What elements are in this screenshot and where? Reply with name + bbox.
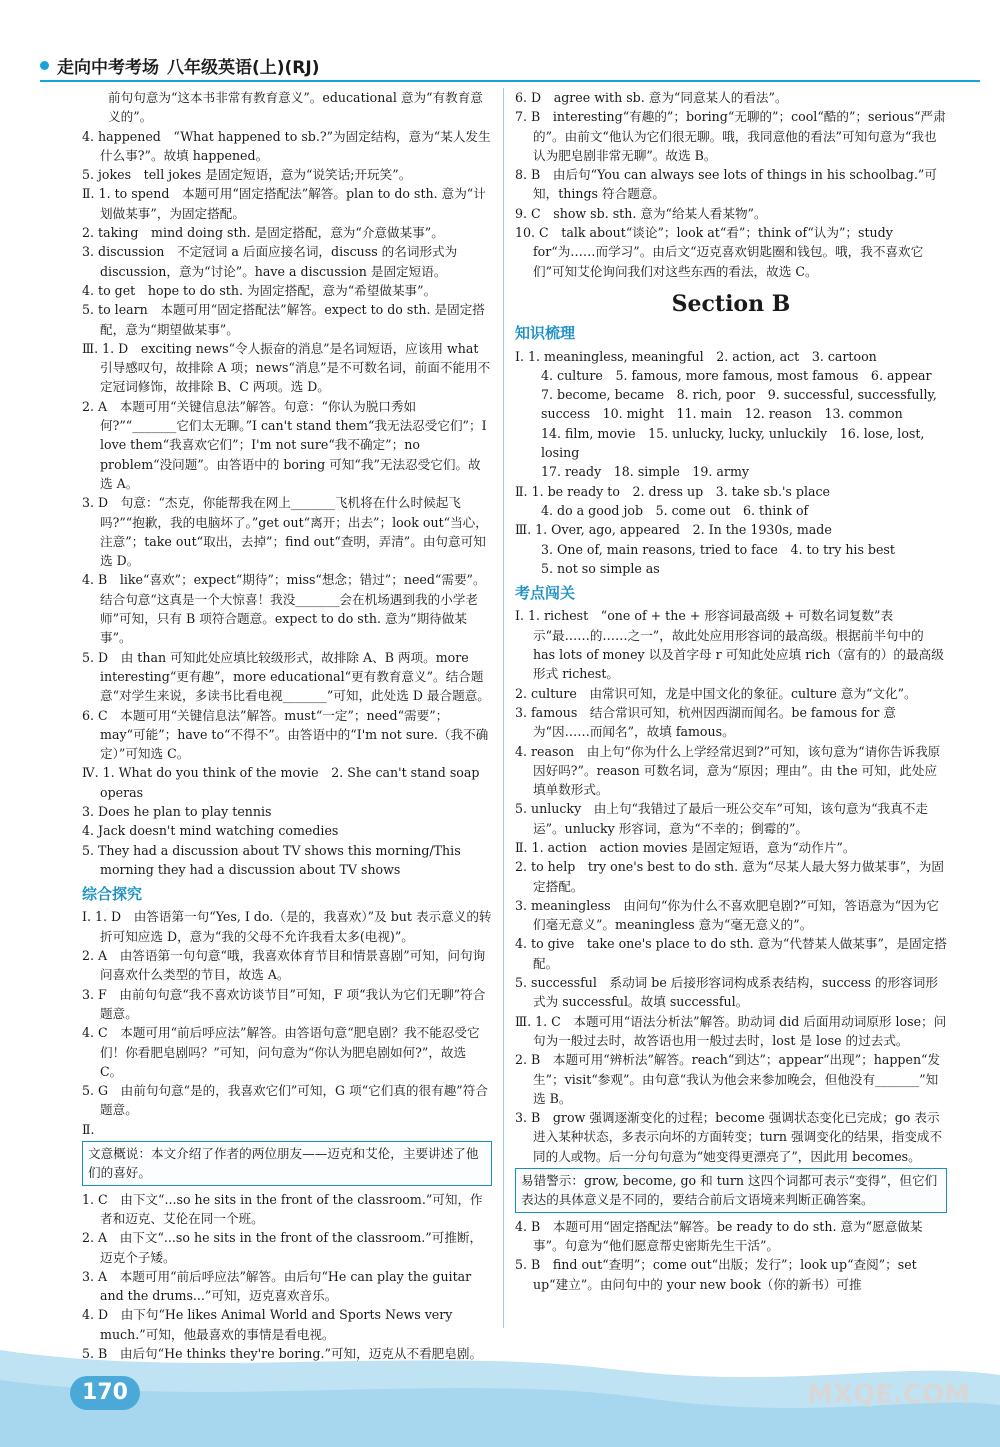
section-heading: 考点闯关: [515, 584, 576, 603]
column-divider: [503, 88, 504, 1328]
answer-line: 2. A 由答语第一句句意“哦，我喜欢体育节目和情景喜剧”可知，问句询问喜欢什么类型的节目，故选 A。: [82, 948, 486, 983]
answer-line: 17. ready 18. simple 19. army: [541, 464, 749, 480]
book-header: [40, 52, 320, 78]
answer-line: 3. D 句意：“杰克，你能帮我在网上_______飞机将在什么时候起飞吗?”“抱歉，我的电脑坏了。”get out“离开；出去”；look out“当心，注意”；take out“取出，去掉”；find out“查明，弄清”。由句意可知选 D。: [82, 495, 488, 569]
note-box: 文意概说：本文介绍了作者的两位朋友——迈克和艾伦，主要讲述了他们的喜好。: [82, 1141, 492, 1186]
answer-line: Ⅱ.: [82, 1121, 95, 1137]
answer-line: 1. C 由下文“...so he sits in the front of the classroom.”可知，作者和迈克、艾伦在同一个班。: [82, 1191, 483, 1226]
answer-line: 6. C 本题可用“关键信息法”解答。must“一定”；need“需要”；may“可能”；have to“不得不”。由答语中的“I'm not sure.（我不确定）”可知选 C。: [82, 707, 489, 762]
answer-line: 5. B 由后句“He thinks they're boring.”可知，迈克从不看肥皂剧。: [82, 1346, 483, 1361]
answer-line: 2. A 本题可用“关键信息法”解答。句意：“你认为脱口秀如何?”“_______它们太无聊。”I can't stand them“我无法忍受它们”；I love them“我喜欢它们”；I'm not sure“我不确定”；no problem“没问题”。由答语中的 boring 可知“我”无法忍受它们。故选 A。: [82, 398, 487, 491]
answer-line: 3. famous 结合常识可知，杭州因西湖而闻名。be famous for 意为“因……而闻名”，故填 famous。: [515, 704, 897, 740]
answer-line: 2. culture 由常识可知，龙是中国文化的象征。culture 意为“文化”。: [515, 685, 917, 701]
section-heading: 知识梳理: [515, 324, 576, 343]
answer-line: 9. C show sb. sth. 意为“给某人看某物”。: [515, 205, 767, 221]
answer-line: Ⅱ. 1. action action movies 是固定短语，意为“动作片”。: [515, 839, 856, 855]
answer-line: 3. F 由前句句意“我不喜欢访谈节目”可知，F 项“我认为它们无聊”符合题意。: [82, 986, 486, 1021]
answer-line: 7. B interesting“有趣的”；boring“无聊的”；cool“酷的”；serious“严肃的”。由前文“他认为它们很无聊。哦，我同意他的看法”可知句意为“我也认为肥皂剧非常无聊”。故选 B。: [515, 109, 946, 163]
answer-line: Ⅲ. 1. Over, ago, appeared 2. In the 1930s, made: [515, 522, 832, 538]
answer-line: 3. Does he plan to play tennis: [82, 803, 272, 819]
answer-line: 4. culture 5. famous, more famous, most famous 6. appear: [541, 367, 932, 383]
answer-line: 3. meaningless 由问句“你为什么不喜欢肥皂剧?”可知，答语意为“因为它们毫无意义”。meaningless 意为“毫无意义的”。: [515, 897, 939, 933]
answer-line: 5. They had a discussion about TV shows this morning/This morning they had a discussion about TV shows: [82, 842, 461, 877]
answer-line: Ⅰ. 1. D 由答语第一句“Yes, I do.（是的，我喜欢）”及 but 表示意义的转折可知应选 D，意为“我的父母不允许我看太多(电视)”。: [82, 909, 492, 944]
answer-line: 5. jokes tell jokes 是固定短语，意为“说笑话;开玩笑”。: [82, 167, 412, 183]
answer-line: Ⅱ. 1. be ready to 2. dress up 3. take sb.'s place: [515, 483, 830, 499]
answer-line: Ⅱ. 1. to spend 本题可用“固定搭配法”解答。plan to do sth. 意为“计划做某事”，为固定搭配。: [82, 186, 486, 221]
answer-line: 4. to get hope to do sth. 为固定搭配，意为“希望做某事”。: [82, 282, 437, 298]
answer-line: Ⅳ. 1. What do you think of the movie 2. She can't stand soap operas: [82, 765, 480, 800]
bullet-dot-icon: [40, 61, 49, 70]
answer-line: 4. C 本题可用“前后呼应法”解答。由答语句意“肥皂剧？我不能忍受它们！你看肥皂剧吗？”可知，问句意为“你认为肥皂剧如何?”，故选 C。: [82, 1025, 480, 1079]
answer-line: 6. D agree with sb. 意为“同意某人的看法”。: [515, 90, 788, 105]
answer-line: 5. to learn 本题可用“固定搭配法”解答。expect to do sth. 是固定搭配，意为“期望做某事”。: [82, 302, 485, 337]
answer-line: Ⅰ. 1. richest “one of + the + 形容词最高级 + 可数名词复数”表示“最……的……之一”，故此处应用形容词的最高级。根据前半句中的 has lots of money 以及首字母 r 可知此处应填 rich（富有的）的最高级形式 richest。: [515, 608, 944, 682]
answer-line: 2. to help try one's best to do sth. 意为“尽某人最大努力做某事”，为固定搭配。: [515, 859, 944, 894]
answer-line: 5. successful 系动词 be 后接形容词构成系表结构，success 的形容词形式为 successful。故填 successful。: [515, 975, 938, 1010]
answer-line: 4. B like“喜欢”；expect“期待”；miss“想念；错过”；need“需要”。结合句意“这真是一个大惊喜！我没_______会在机场遇到我的小学老师”可知，只有 B 项符合题意。expect to do sth. 意为“期待做某事”。: [82, 572, 486, 646]
answer-line: 5. not so simple as: [541, 560, 660, 576]
answer-line: 7. become, became 8. rich, poor 9. successful, successfully, success 10. might 11. main 12. reason 13. common: [541, 387, 937, 422]
answer-line: 3. discussion 不定冠词 a 后面应接名词，discuss 的名词形式为 discussion，意为“讨论”。have a discussion 是固定短语。: [82, 244, 458, 279]
answer-line: 4. to give take one's place to do sth. 意为“代替某人做某事”，是固定搭配。: [515, 936, 947, 971]
book-subtitle: 八年级英语(上)(RJ): [167, 57, 320, 78]
right-column: [515, 88, 947, 1294]
answer-line: Ⅰ. 1. meaningless, meaningful 2. action, act 3. cartoon: [515, 348, 877, 364]
answer-line: 5. G 由前句句意“是的，我喜欢它们”可知，G 项“它们真的很有趣”符合题意。: [82, 1083, 488, 1118]
answer-line: 2. A 由下文“...so he sits in the front of the classroom.”可推断，迈克个子矮。: [82, 1230, 483, 1265]
answer-line: 5. B find out“查明”；come out“出版；发行”；look up“查阅”；set up“建立”。由问句中的 your new book（你的新书）可推: [515, 1257, 917, 1292]
left-column: [82, 88, 492, 1363]
watermark: MXQE.COM: [807, 1380, 970, 1410]
answer-line: 4. do a good job 5. come out 6. think of: [541, 502, 809, 518]
answer-line: 3. One of, main reasons, tried to face 4. to try his best: [541, 541, 895, 557]
answer-line: 3. A 本题可用“前后呼应法”解答。由后句“He can play the guitar and the drums...”可知，迈克喜欢音乐。: [82, 1268, 472, 1304]
section-heading: 综合探究: [82, 885, 143, 904]
answer-line: 8. B 由后句“You can always see lots of things in his schoolbag.”可知，things 符合题意。: [515, 167, 937, 202]
note-box: 易错警示：grow, become, go 和 turn 这四个词都可表示“变得”，但它们表达的具体意义是不同的，要结合前后文语境来判断正确答案。: [515, 1168, 947, 1213]
answer-line: 5. unlucky 由上句“我错过了最后一班公交车”可知，该句意为“我真不走运”。unlucky 形容词，意为“不幸的；倒霉的”。: [515, 801, 928, 836]
answer-line: 4. Jack doesn't mind watching comedies: [82, 823, 339, 839]
answer-line: 5. D 由 than 可知此处应填比较级形式，故排除 A、B 两项。more interesting“更有趣”，more educational“更有教育意义”。结合题意“对学生来说，多读书比看电视_______”可知，此处选 D 最合题意。: [82, 649, 490, 704]
answer-line: 14. film, movie 15. unlucky, lucky, unluckily 16. lose, lost, losing: [541, 425, 925, 461]
answer-line: 4. happened “What happened to sb.?”为固定结构，意为“某人发生什么事?”。故填 happened。: [82, 128, 491, 163]
answer-line: 4. D 由下句“He likes Animal World and Sports News very much.”可知，他最喜欢的事情是看电视。: [82, 1307, 453, 1342]
answer-line: 10. C talk about“谈论”；look at“看”；think of“认为”；study for“为……而学习”。由后文“迈克喜欢钥匙圈和钱包。哦，我不喜欢它们”可知艾伦询问我们对这些东西的看法，故选 C。: [515, 225, 924, 279]
answer-line: 4. B 本题可用“固定搭配法”解答。be ready to do sth. 意为“愿意做某事”。句意为“他们愿意帮史密斯先生干活”。: [515, 1218, 923, 1253]
answer-line: 2. B 本题可用“辨析法”解答。reach“到达”；appear“出现”；happen“发生”；visit“参观”。由句意“我认为他会来参加晚会，但他没有_______”知选 B。: [515, 1052, 941, 1106]
book-title: 走向中考考场: [57, 57, 159, 78]
answer-line: 前句句意为“这本书非常有教育意义”。educational 意为“有教育意义的”。: [108, 90, 483, 125]
header-rule: [40, 80, 980, 82]
answer-line: 4. reason 由上句“你为什么上学经常迟到?”可知，该句意为“请你告诉我原因好吗?”。reason 可数名词，意为“原因；理由”。由 the 可知，此处应填单数形式。: [515, 743, 941, 798]
page-number: 170: [70, 1376, 140, 1410]
answer-line: 3. B grow 强调逐渐变化的过程；become 强调状态变化已完成；go 表示进入某种状态，多表示向坏的方面转变；turn 强调变化的结果，指变成不同的人或物。后一分句句意为“她变得更漂亮了”，因此用 becomes。: [515, 1110, 943, 1164]
section-title: Section B: [671, 290, 791, 317]
answer-line: Ⅲ. 1. C 本题可用“语法分析法”解答。助动词 did 后面用动词原形 lose；问句为一般过去时，故答语也用一般过去时，lost 是 lose 的过去式。: [515, 1013, 947, 1048]
answer-line: Ⅲ. 1. D exciting news“令人振奋的消息”是名词短语，应该用 what 引导感叹句，故排除 A 项；news“消息”是不可数名词，前面不能用不定冠词修饰，故排除 B、C 两项。选 D。: [82, 340, 491, 395]
answer-line: 2. taking mind doing sth. 是固定搭配，意为“介意做某事”。: [82, 225, 444, 241]
